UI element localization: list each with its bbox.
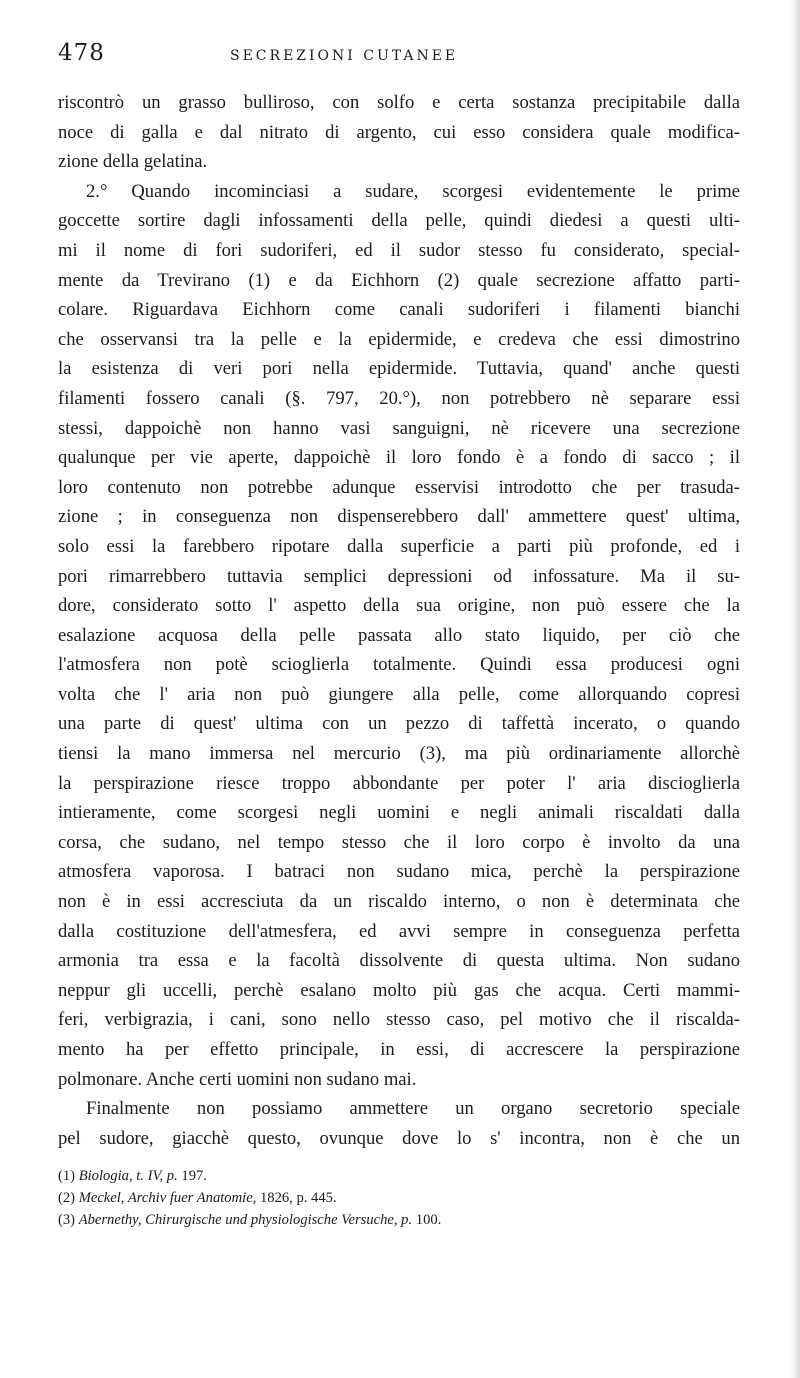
text-line: mento ha per effetto principale, in essi, di accrescere la perspirazione — [58, 1039, 740, 1060]
text-line: l'atmosfera non potè scioglierla totalmente. Quindi essa producesi ogni — [58, 654, 740, 676]
footnotes — [58, 1165, 740, 1231]
footnote-page: 100. — [412, 1212, 442, 1228]
footnote-source: Abernethy, Chirurgische und physiologische Versuche, p. — [78, 1212, 413, 1228]
text-line: mente da Trevirano (1) e da Eichhorn (2) quale secrezione affatto parti- — [58, 269, 740, 291]
body-text — [58, 88, 740, 1153]
page-edge-shadow — [790, 0, 800, 1378]
text-line: feri, verbigrazia, i cani, sono nello stesso caso, pel motivo che il riscalda- — [58, 1009, 740, 1031]
text-line: volta che l' aria non può giungere alla pelle, come allorquando copresi — [58, 683, 740, 705]
footnote — [58, 1209, 740, 1231]
text-line: dore, considerato sotto l' aspetto della sua origine, non può essere che la — [58, 595, 740, 617]
footnote — [58, 1165, 740, 1187]
text-line: zione della gelatina. — [58, 151, 208, 173]
footnote — [58, 1187, 740, 1209]
text-line: la perspirazione riesce troppo abbondante per poter l' aria discioglierla — [58, 772, 740, 794]
running-head: SECREZIONI CUTANEE — [230, 48, 459, 64]
text-line: non è in essi accresciuta da un riscaldo interno, o non è determinata che — [58, 891, 740, 913]
text-line: la esistenza di veri pori nella epidermide. Tuttavia, quand' anche questi — [58, 358, 740, 380]
text-line: neppur gli uccelli, perchè esalano molto più gas che acqua. Certi mammi- — [58, 979, 740, 1001]
paragraph-start-line: Finalmente non possiamo ammettere un organo secretorio speciale — [86, 1098, 740, 1120]
text-line: tiensi la mano immersa nel mercurio (3), ma più ordinariamente allorchè — [58, 743, 740, 765]
text-line: pel sudore, giacchè questo, ovunque dove lo s' incontra, non è che un — [58, 1127, 740, 1149]
text-line: mi il nome di fori sudoriferi, ed il sudor stesso fu considerato, special- — [58, 239, 740, 261]
text-line: qualunque per vie aperte, dappoichè il loro fondo è a fondo di sacco ; il — [58, 447, 740, 469]
text-line: stessi, dappoichè non hanno vasi sanguigni, nè ricevere una secrezione — [58, 417, 740, 439]
text-line: intieramente, come scorgesi negli uomini e negli animali riscaldati dalla — [58, 802, 740, 824]
text-line: loro contenuto non potrebbe adunque esservisi introdotto che per trasuda- — [58, 476, 740, 498]
footnote-marker: (2) — [58, 1190, 76, 1206]
page-number: 478 — [58, 40, 105, 66]
footnote-marker: (3) — [58, 1212, 76, 1228]
text-line: zione ; in conseguenza non dispenserebbero dall' ammettere quest' ultima, — [58, 506, 740, 528]
text-line: polmonare. Anche certi uomini non sudano mai. — [58, 1068, 417, 1090]
text-line: esalazione acquosa della pelle passata allo stato liquido, per ciò che — [58, 624, 740, 646]
text-line: armonia tra essa e la facoltà dissolvente di questa ultima. Non sudano — [58, 950, 740, 972]
text-line: corsa, che sudano, nel tempo stesso che il loro corpo è involto da una — [58, 831, 740, 853]
footnote-marker: (1) — [58, 1168, 76, 1184]
footnote-page: 1826, p. 445. — [256, 1190, 337, 1206]
text-line: riscontrò un grasso bulliroso, con solfo e certa sostanza precipitabile dalla — [58, 92, 740, 113]
text-line: solo essi la farebbero ripotare dalla superficie a parti più profonde, ed i — [58, 535, 740, 557]
text-line: filamenti fossero canali (§. 797, 20.°), non potrebbero nè separare essi — [58, 387, 740, 409]
page-header — [58, 40, 698, 84]
text-line: pori rimarrebbero tuttavia semplici depressioni od infossature. Ma il su- — [58, 565, 740, 587]
text-line: noce di galla e dal nitrato di argento, cui esso considera quale modifica- — [58, 121, 740, 143]
footnote-source: Biologia, t. IV, p. — [78, 1168, 178, 1184]
paragraph-start-line: 2.° Quando incominciasi a sudare, scorgesi evidentemente le prime — [86, 180, 740, 202]
text-line: atmosfera vaporosa. I batraci non sudano mica, perchè la perspirazione — [58, 861, 740, 883]
text-line: goccette sortire dagli infossamenti della pelle, quindi diedesi a questi ulti- — [58, 210, 740, 232]
footnote-page: 197. — [177, 1168, 207, 1184]
text-line: che osservansi tra la pelle e la epidermide, e credeva che essi dimostrino — [58, 328, 740, 350]
text-line: colare. Riguardava Eichhorn come canali sudoriferi i filamenti bianchi — [58, 299, 740, 321]
text-line: dalla costituzione dell'atmesfera, ed avvi sempre in conseguenza perfetta — [58, 920, 740, 942]
text-line: una parte di quest' ultima con un pezzo di taffettà incerato, o quando — [58, 713, 740, 735]
footnote-source: Meckel, Archiv fuer Anatomie, — [78, 1190, 257, 1206]
